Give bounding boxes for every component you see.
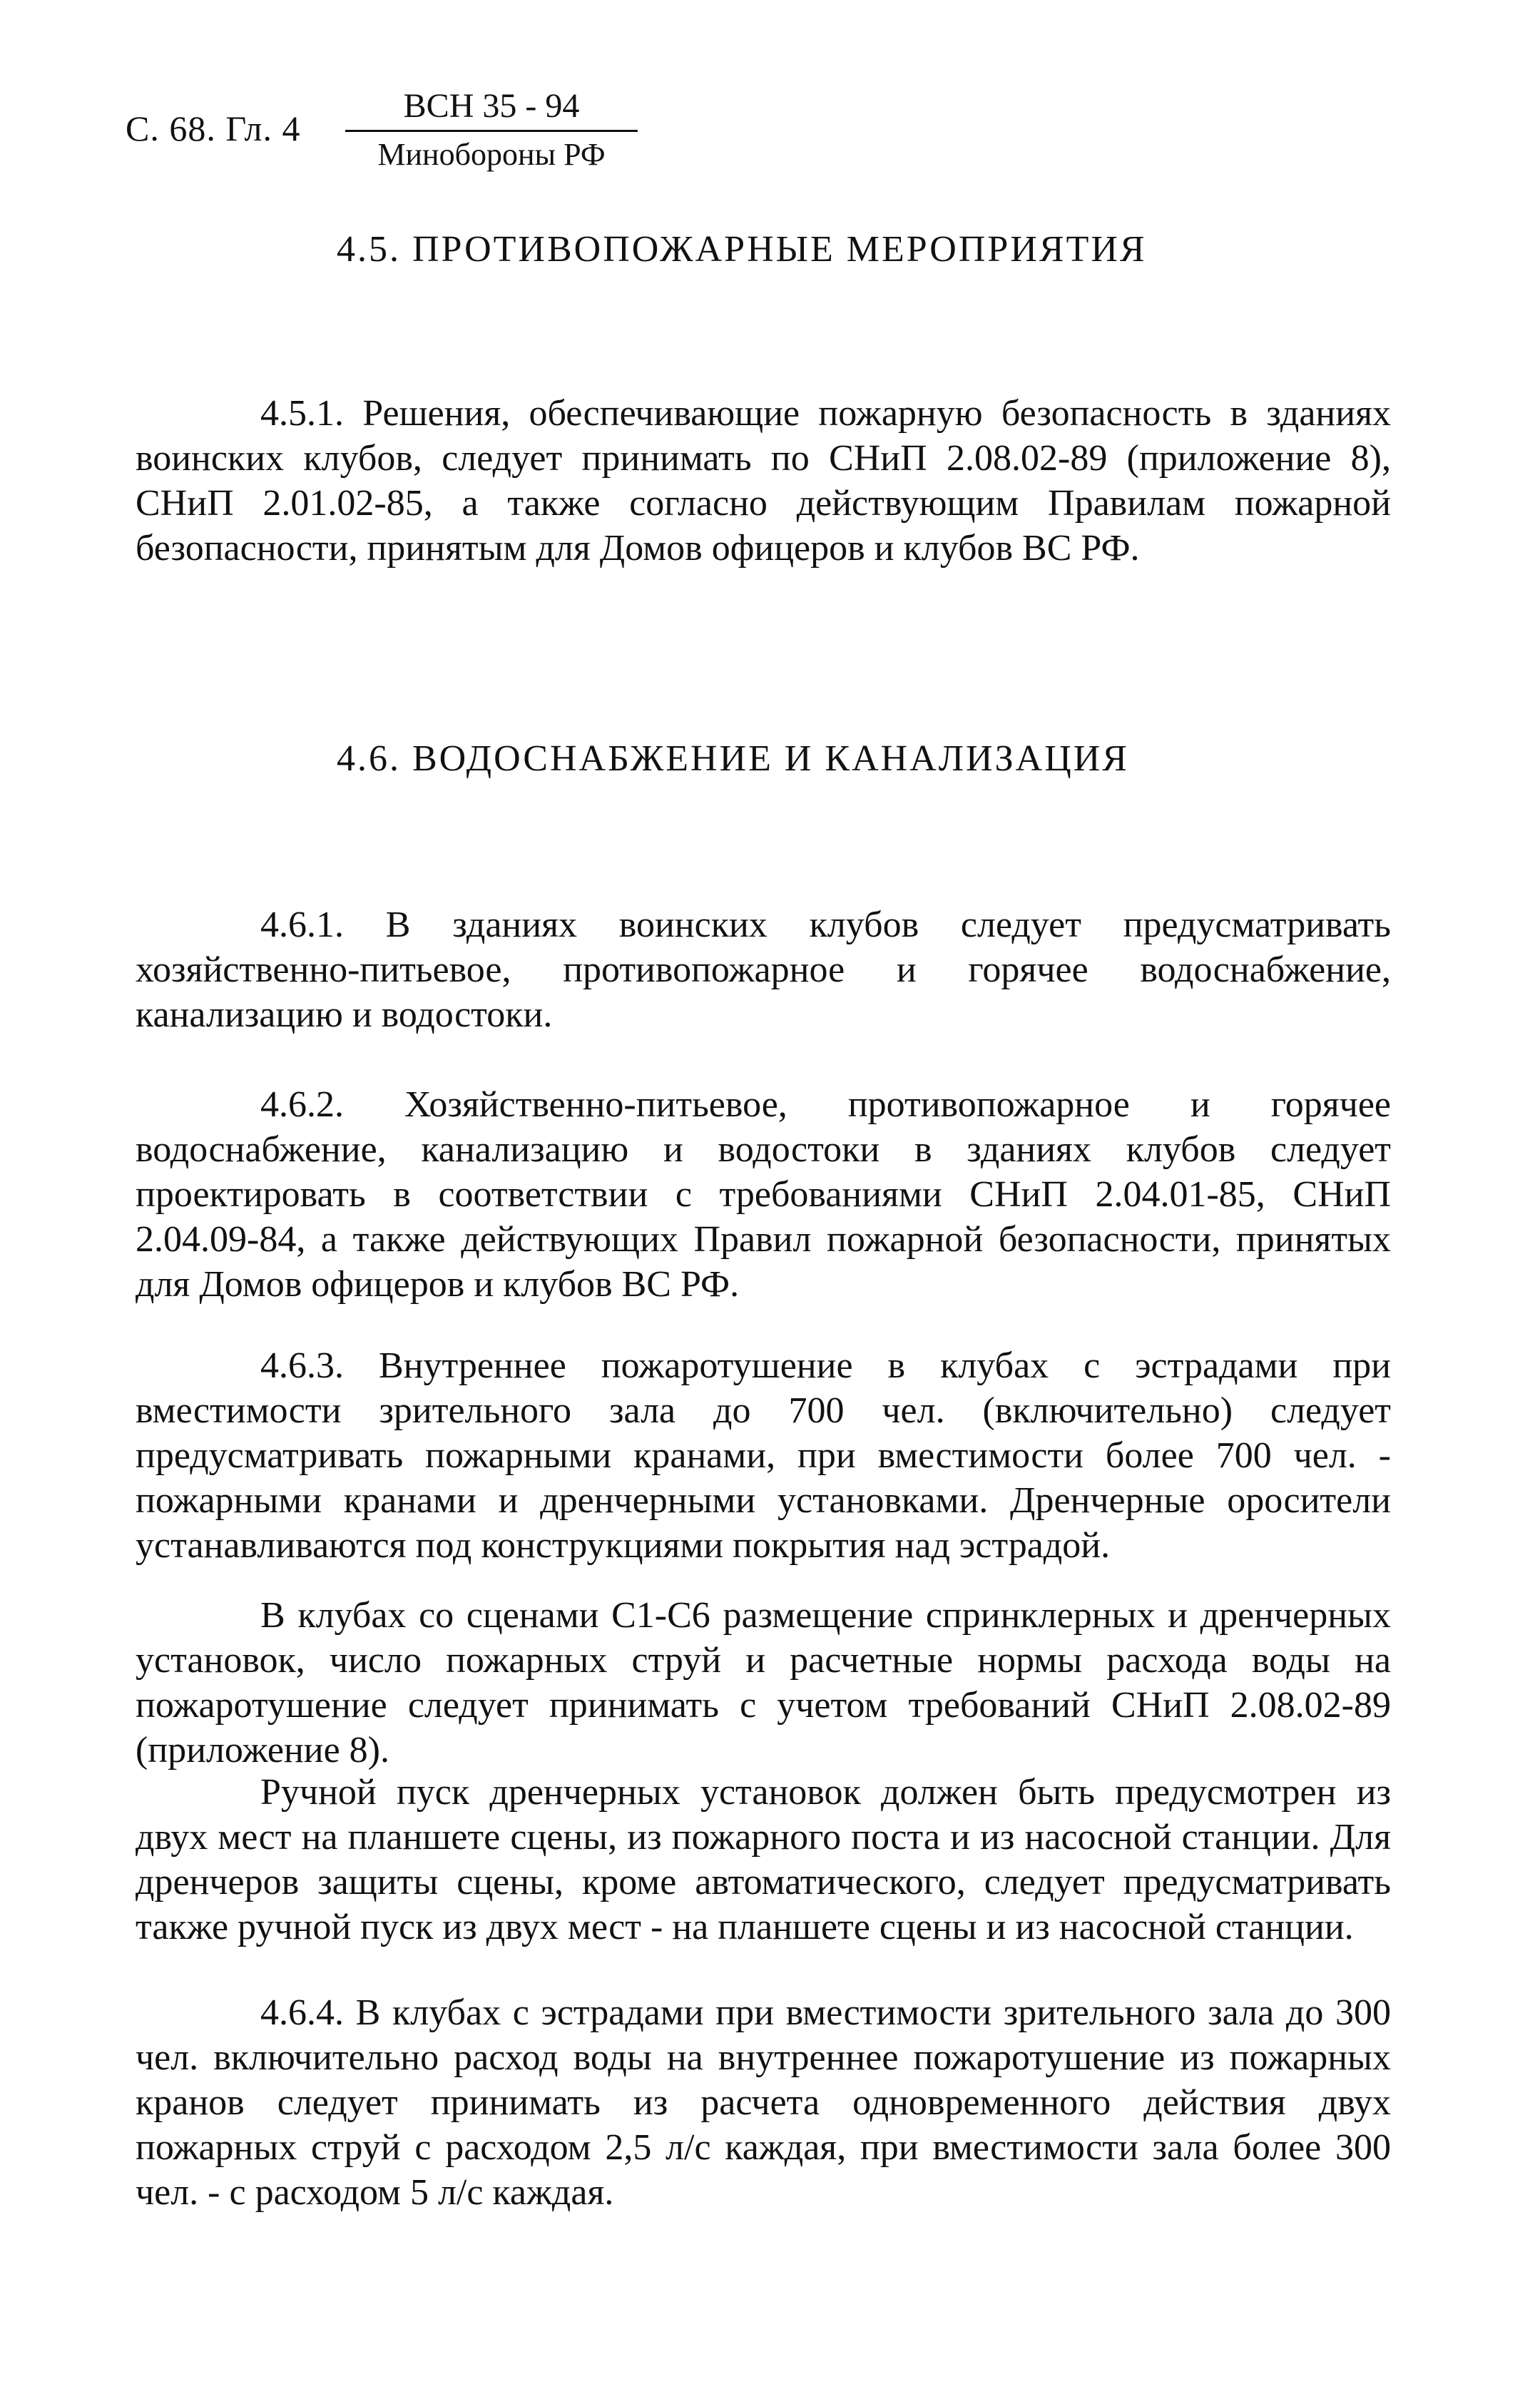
paragraph-4-6-2: 4.6.2. Хозяйственно-питьевое, противопожарное и горячее водоснабжение, канализацию и водостоки в зданиях клубов следует проектировать в соответствии с требованиями СНиП 2.04.01-85, СНиП 2.04.09-84, а также действующих Правил пожарной безопасности, принятых для Домов офицеров и клубов ВС РФ. bbox=[136, 1084, 1391, 1305]
paragraph-4-6-1: 4.6.1. В зданиях воинских клубов следует предусматривать хозяйственно-питьевое, противопожарное и горячее водоснабжение, канализацию и водостоки. bbox=[136, 905, 1391, 1035]
paragraph-4-6-3-manual-start: Ручной пуск дренчерных установок должен быть предусмотрен из двух мест на планшете сцены, из пожарного поста и из насосной станции. Для дренчеров защиты сцены, кроме автоматического, следует предусматривать также ручной пуск из двух мест - на планшете сцены и из насосной станции. bbox=[136, 1772, 1391, 1947]
paragraph-4-6-3-sprinklers: В клубах со сценами С1-С6 размещение спринклерных и дренчерных установок, число пожарных струй и расчетные нормы расхода воды на пожаротушение следует принимать с учетом требований СНиП 2.08.02-89 (приложение 8). bbox=[136, 1595, 1391, 1771]
organization: Минобороны РФ bbox=[377, 137, 606, 172]
paragraph-4-5-1: 4.5.1. Решения, обеспечивающие пожарную безопасность в зданиях воинских клубов, следует принимать по СНиП 2.08.02-89 (приложение 8), СНиП 2.01.02-85, а также согласно действующим Правилам пожарной безопасности, принятым для Домов офицеров и клубов ВС РФ. bbox=[136, 393, 1391, 569]
document-code: ВСН 35 - 94 bbox=[345, 86, 638, 132]
section-heading-4-5: 4.5. ПРОТИВОПОЖАРНЫЕ МЕРОПРИЯТИЯ bbox=[337, 229, 1147, 270]
paragraph-4-6-3: 4.6.3. Внутреннее пожаротушение в клубах с эстрадами при вместимости зрительного зала до 700 чел. (включительно) следует предусматривать пожарными кранами, при вместимости более 700 чел. - пожарными кранами и дренчерными установками. Дренчерные оросители устанавливаются под конструкциями покрытия над эстрадой. bbox=[136, 1345, 1391, 1566]
section-heading-4-6: 4.6. ВОДОСНАБЖЕНИЕ И КАНАЛИЗАЦИЯ bbox=[337, 738, 1129, 779]
page-reference: С. 68. Гл. 4 bbox=[126, 108, 301, 148]
paragraph-4-6-4: 4.6.4. В клубах с эстрадами при вместимости зрительного зала до 300 чел. включительно расход воды на внутреннее пожаротушение из пожарных кранов следует принимать из расчета одновременного действия двух пожарных струй с расходом 2,5 л/с каждая, при вместимости зала более 300 чел. - с расходом 5 л/с каждая. bbox=[136, 1992, 1391, 2213]
